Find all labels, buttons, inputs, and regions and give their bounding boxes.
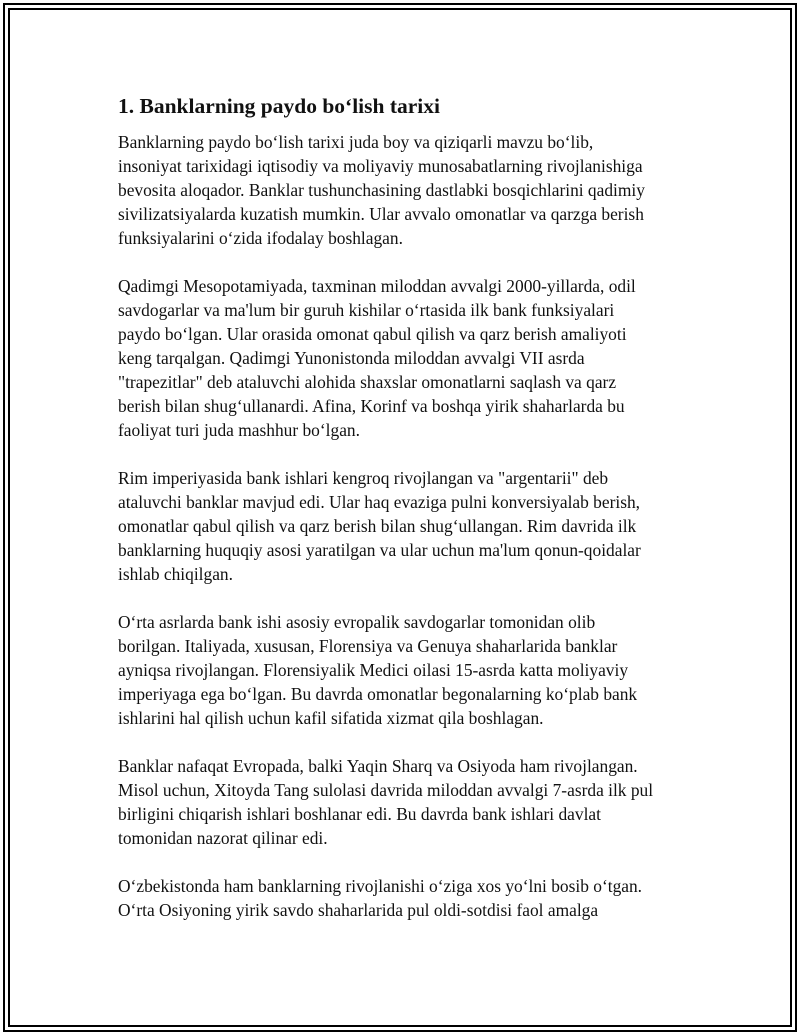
text-line: tomonidan nazorat qilinar edi. (118, 828, 328, 848)
text-line: "trapezitlar" deb ataluvchi alohida shaxslar omonatlarni saqlash va qarz (118, 372, 617, 392)
text-line: berish bilan shug‘ullanardi. Afina, Korinf va boshqa yirik shaharlarda bu (118, 396, 625, 416)
section-heading: 1. Banklarning paydo bo‘lish tarixi (118, 94, 440, 118)
paragraph-2 (118, 274, 708, 442)
text-line: ayniqsa rivojlangan. Florensiyalik Medici oilasi 15-asrda katta moliyaviy (118, 660, 629, 680)
text-line: savdogarlar va ma'lum bir guruh kishilar o‘rtasida ilk bank funksiyalari (118, 300, 615, 320)
paragraph-1 (118, 130, 708, 250)
text-line: Banklarning paydo bo‘lish tarixi juda boy va qiziqarli mavzu bo‘lib, (118, 132, 594, 152)
text-line: borilgan. Italiyada, xususan, Florensiya va Genuya shaharlarida banklar (118, 636, 618, 656)
paragraph-4 (118, 610, 708, 730)
text-line: keng tarqalgan. Qadimgi Yunonistonda miloddan avvalgi VII asrda (118, 348, 585, 368)
text-line: ishlab chiqilgan. (118, 564, 233, 584)
paragraph-5 (118, 754, 708, 850)
text-line: Misol uchun, Xitoyda Tang sulolasi davrida miloddan avvalgi 7-asrda ilk pul (118, 780, 654, 800)
text-line: O‘zbekistonda ham banklarning rivojlanishi o‘ziga xos yo‘lni bosib o‘tgan. (118, 876, 643, 896)
text-line: faoliyat turi juda mashhur bo‘lgan. (118, 420, 360, 440)
text-line: O‘rta asrlarda bank ishi asosiy evropalik savdogarlar tomonidan olib (118, 612, 596, 632)
text-line: bevosita aloqador. Banklar tushunchasining dastlabki bosqichlarini qadimiy (118, 180, 645, 200)
text-line: Banklar nafaqat Evropada, balki Yaqin Sharq va Osiyoda ham rivojlangan. (118, 756, 638, 776)
text-line: funksiyalarini o‘zida ifodalay boshlagan. (118, 228, 403, 248)
text-line: sivilizatsiyalarda kuzatish mumkin. Ular avvalo omonatlar va qarzga berish (118, 204, 644, 224)
text-line: ishlarini hal qilish uchun kafil sifatida xizmat qila boshlagan. (118, 708, 544, 728)
text-line: paydo bo‘lgan. Ular orasida omonat qabul qilish va qarz berish amaliyoti (118, 324, 627, 344)
text-line: insoniyat tarixidagi iqtisodiy va moliyaviy munosabatlarning rivojlanishiga (118, 156, 643, 176)
text-line: O‘rta Osiyoning yirik savdo shaharlarida pul oldi-sotdisi faol amalga (118, 900, 599, 920)
text-line: banklarning huquqiy asosi yaratilgan va ular uchun ma'lum qonun-qoidalar (118, 540, 641, 560)
text-line: birligini chiqarish ishlari boshlanar edi. Bu davrda bank ishlari davlat (118, 804, 601, 824)
document-body (118, 92, 708, 946)
paragraph-6 (118, 874, 708, 922)
text-line: imperiyaga ega bo‘lgan. Bu davrda omonatlar begonalarning ko‘plab bank (118, 684, 638, 704)
paragraph-3 (118, 466, 708, 586)
text-line: Qadimgi Mesopotamiyada, taxminan miloddan avvalgi 2000-yillarda, odil (118, 276, 636, 296)
text-line: ataluvchi banklar mavjud edi. Ular haq evaziga pulni konversiyalab berish, (118, 492, 641, 512)
text-line: Rim imperiyasida bank ishlari kengroq rivojlangan va "argentarii" deb (118, 468, 609, 488)
text-line: omonatlar qabul qilish va qarz berish bilan shug‘ullangan. Rim davrida ilk (118, 516, 637, 536)
